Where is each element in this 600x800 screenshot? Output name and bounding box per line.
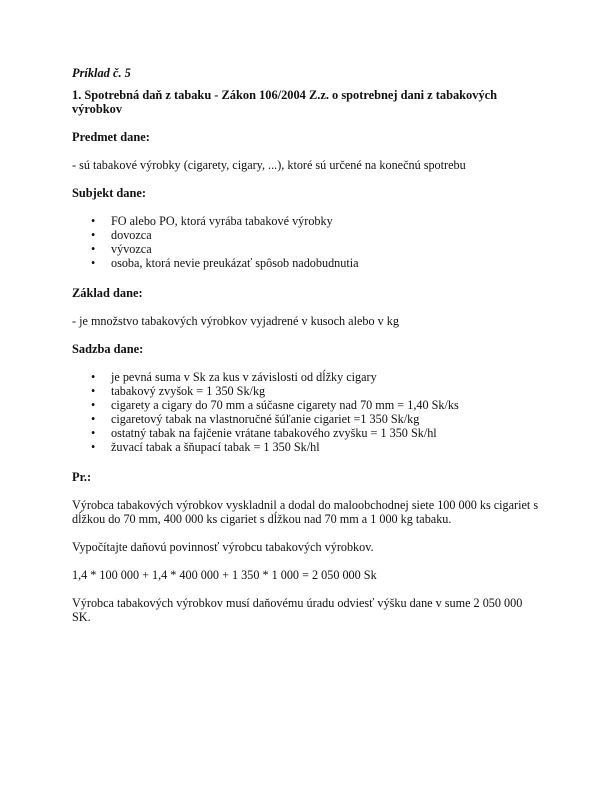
predmet-heading: Predmet dane: (72, 130, 150, 144)
list-item: • FO alebo PO, ktorá vyrába tabakové výrobky (91, 214, 542, 228)
predmet-text: - sú tabakové výrobky (cigarety, cigary, ...), ktoré sú určené na konečnú spotrebu (72, 158, 466, 172)
list-item: • vývozca (91, 242, 542, 256)
list-item: • ostatný tabak na fajčenie vrátane tabakového zvyšku = 1 350 Sk/hl (91, 426, 542, 440)
list-item: • žuvací tabak a šňupací tabak = 1 350 Sk/hl (91, 440, 542, 454)
list-item: • dovozca (91, 228, 542, 242)
priklad-heading: Pr.: (72, 470, 92, 484)
list-item: • je pevná suma v Sk za kus v závislosti od dĺžky cigary (91, 370, 542, 384)
priklad-paragraph-2: Vypočítajte daňovú povinnosť výrobcu tabakových výrobkov. (72, 540, 374, 554)
priklad-calculation: 1,4 * 100 000 + 1,4 * 400 000 + 1 350 * 1 000 = 2 050 000 Sk (72, 568, 377, 582)
priklad-paragraph-1: Výrobca tabakových výrobkov vyskladnil a dodal do maloobchodnej siete 100 000 ks cigariet s dĺžkou do 70 mm, 400 000 ks cigariet s dĺžkou nad 70 mm a 1 000 kg tabaku. (72, 498, 539, 526)
subjekt-list (72, 214, 542, 270)
section-title: 1. Spotrebná daň z tabaku - Zákon 106/2004 Z.z. o spotrebnej dani z tabakových výrobkov (72, 88, 498, 116)
priklad-paragraph-3: Výrobca tabakových výrobkov musí daňovému úradu odviesť výšku dane v sume 2 050 000 SK. (72, 596, 523, 624)
list-item: • osoba, ktorá nevie preukázať spôsob nadobudnutia (91, 256, 542, 270)
sadzba-heading: Sadzba dane: (72, 342, 144, 356)
zaklad-text: - je množstvo tabakových výrobkov vyjadrené v kusoch alebo v kg (72, 314, 399, 328)
list-item: • cigarety a cigary do 70 mm a súčasne cigarety nad 70 mm = 1,40 Sk/ks (91, 398, 542, 412)
zaklad-heading: Základ dane: (72, 286, 143, 300)
document-page (72, 66, 542, 624)
list-item: • tabakový zvyšok = 1 350 Sk/kg (91, 384, 542, 398)
sadzba-list (72, 370, 542, 454)
list-item: • cigaretový tabak na vlastnoručné šúľanie cigariet =1 350 Sk/kg (91, 412, 542, 426)
subjekt-heading: Subjekt dane: (72, 186, 147, 200)
example-title: Príklad č. 5 (72, 66, 131, 80)
